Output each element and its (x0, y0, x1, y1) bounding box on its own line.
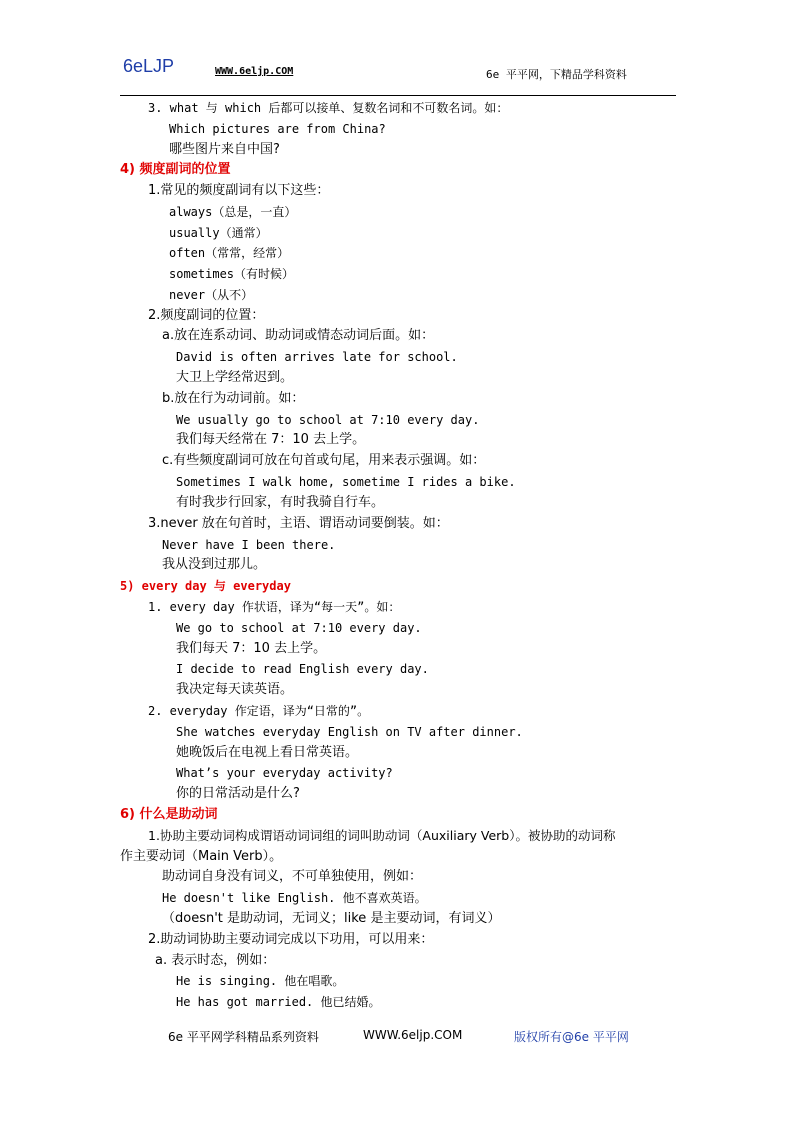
line-5: always（总是，一直） (169, 205, 297, 219)
line-40: 2.助动词协助主要动词完成以下功用，可以用来： (148, 932, 434, 947)
line-31: 她晚饭后在电视上看日常英语。 (176, 745, 359, 760)
line-28: 我决定每天读英语。 (176, 682, 294, 697)
line-42: He is singing. 他在唱歌。 (176, 974, 345, 988)
line-26: 我们每天 7：10 去上学。 (176, 641, 327, 656)
section-heading-4: 4) 频度副词的位置 (120, 162, 231, 177)
line-24: 1. every day 作状语，译为“每一天”。如： (148, 600, 401, 614)
line-25: We go to school at 7:10 every day. (176, 621, 422, 635)
line-14: b.放在行为动词前。如： (162, 391, 305, 406)
line-19: 有时我步行回家，有时我骑自行车。 (176, 495, 385, 510)
line-21: Never have I been there. (162, 538, 336, 552)
header-logo: 6eLJP (123, 56, 175, 76)
line-36: 作主要动词（Main Verb）。 (120, 849, 283, 864)
line-1: Which pictures are from China? (169, 122, 386, 136)
footer-left: 6e 平平网学科精品系列资料 (168, 1030, 319, 1044)
line-35: 1.协助主要动词构成谓语动词词组的词叫助动词（Auxiliary Verb）。被协助的动词称 (148, 828, 616, 843)
line-11: a.放在连系动词、助动词或情态动词后面。如： (162, 328, 435, 343)
line-41: a. 表示时态，例如： (155, 953, 276, 968)
line-20: 3.never 放在句首时，主语、谓语动词要倒装。如： (148, 516, 449, 531)
line-29: 2. everyday 作定语，译为“日常的”。 (148, 704, 370, 718)
header-url[interactable]: WWW.6eljp.COM (215, 66, 294, 77)
line-13: 大卫上学经常迟到。 (176, 370, 294, 385)
line-27: I decide to read English every day. (176, 662, 429, 676)
line-18: Sometimes I walk home, sometime I rides a bike. (176, 475, 516, 489)
line-17: c.有些频度副词可放在句首或句尾，用来表示强调。如： (162, 453, 486, 468)
line-12: David is often arrives late for school. (176, 350, 458, 364)
line-2: 哪些图片来自中国? (169, 142, 280, 157)
footer-url[interactable]: WWW.6eljp.COM (363, 1028, 463, 1042)
line-0: 3. what 与 which 后都可以接单、复数名词和不可数名词。如： (148, 101, 509, 115)
line-15: We usually go to school at 7:10 every day. (176, 413, 480, 427)
line-6: usually（通常） (169, 226, 268, 240)
line-16: 我们每天经常在 7：10 去上学。 (176, 432, 366, 447)
line-32: What’s your everyday activity? (176, 766, 393, 780)
line-37: 助动词自身没有词义，不可单独使用，例如： (162, 869, 423, 884)
line-9: never（从不） (169, 288, 254, 302)
line-38: He doesn't like English. 他不喜欢英语。 (162, 891, 427, 905)
header-rule (120, 95, 676, 96)
line-43: He has got married. 他已结婚。 (176, 995, 381, 1009)
line-7: often（常常，经常） (169, 246, 290, 260)
line-22: 我从没到过那儿。 (162, 557, 267, 572)
line-33: 你的日常活动是什么? (176, 786, 300, 801)
line-8: sometimes（有时候） (169, 267, 295, 281)
section-heading-6: 6) 什么是助动词 (120, 807, 218, 822)
line-10: 2.频度副词的位置： (148, 308, 265, 323)
line-39: （doesn't 是助动词，无词义；like 是主要动词，有词义） (162, 911, 501, 926)
footer-copyright: 版权所有@6e 平平网 (514, 1030, 629, 1044)
section-heading-5: 5) every day 与 everyday (120, 579, 291, 593)
header-tagline: 6e 平平网，下精品学科资料 (486, 68, 627, 81)
line-30: She watches everyday English on TV after dinner. (176, 725, 523, 739)
line-4: 1.常见的频度副词有以下这些： (148, 183, 330, 198)
